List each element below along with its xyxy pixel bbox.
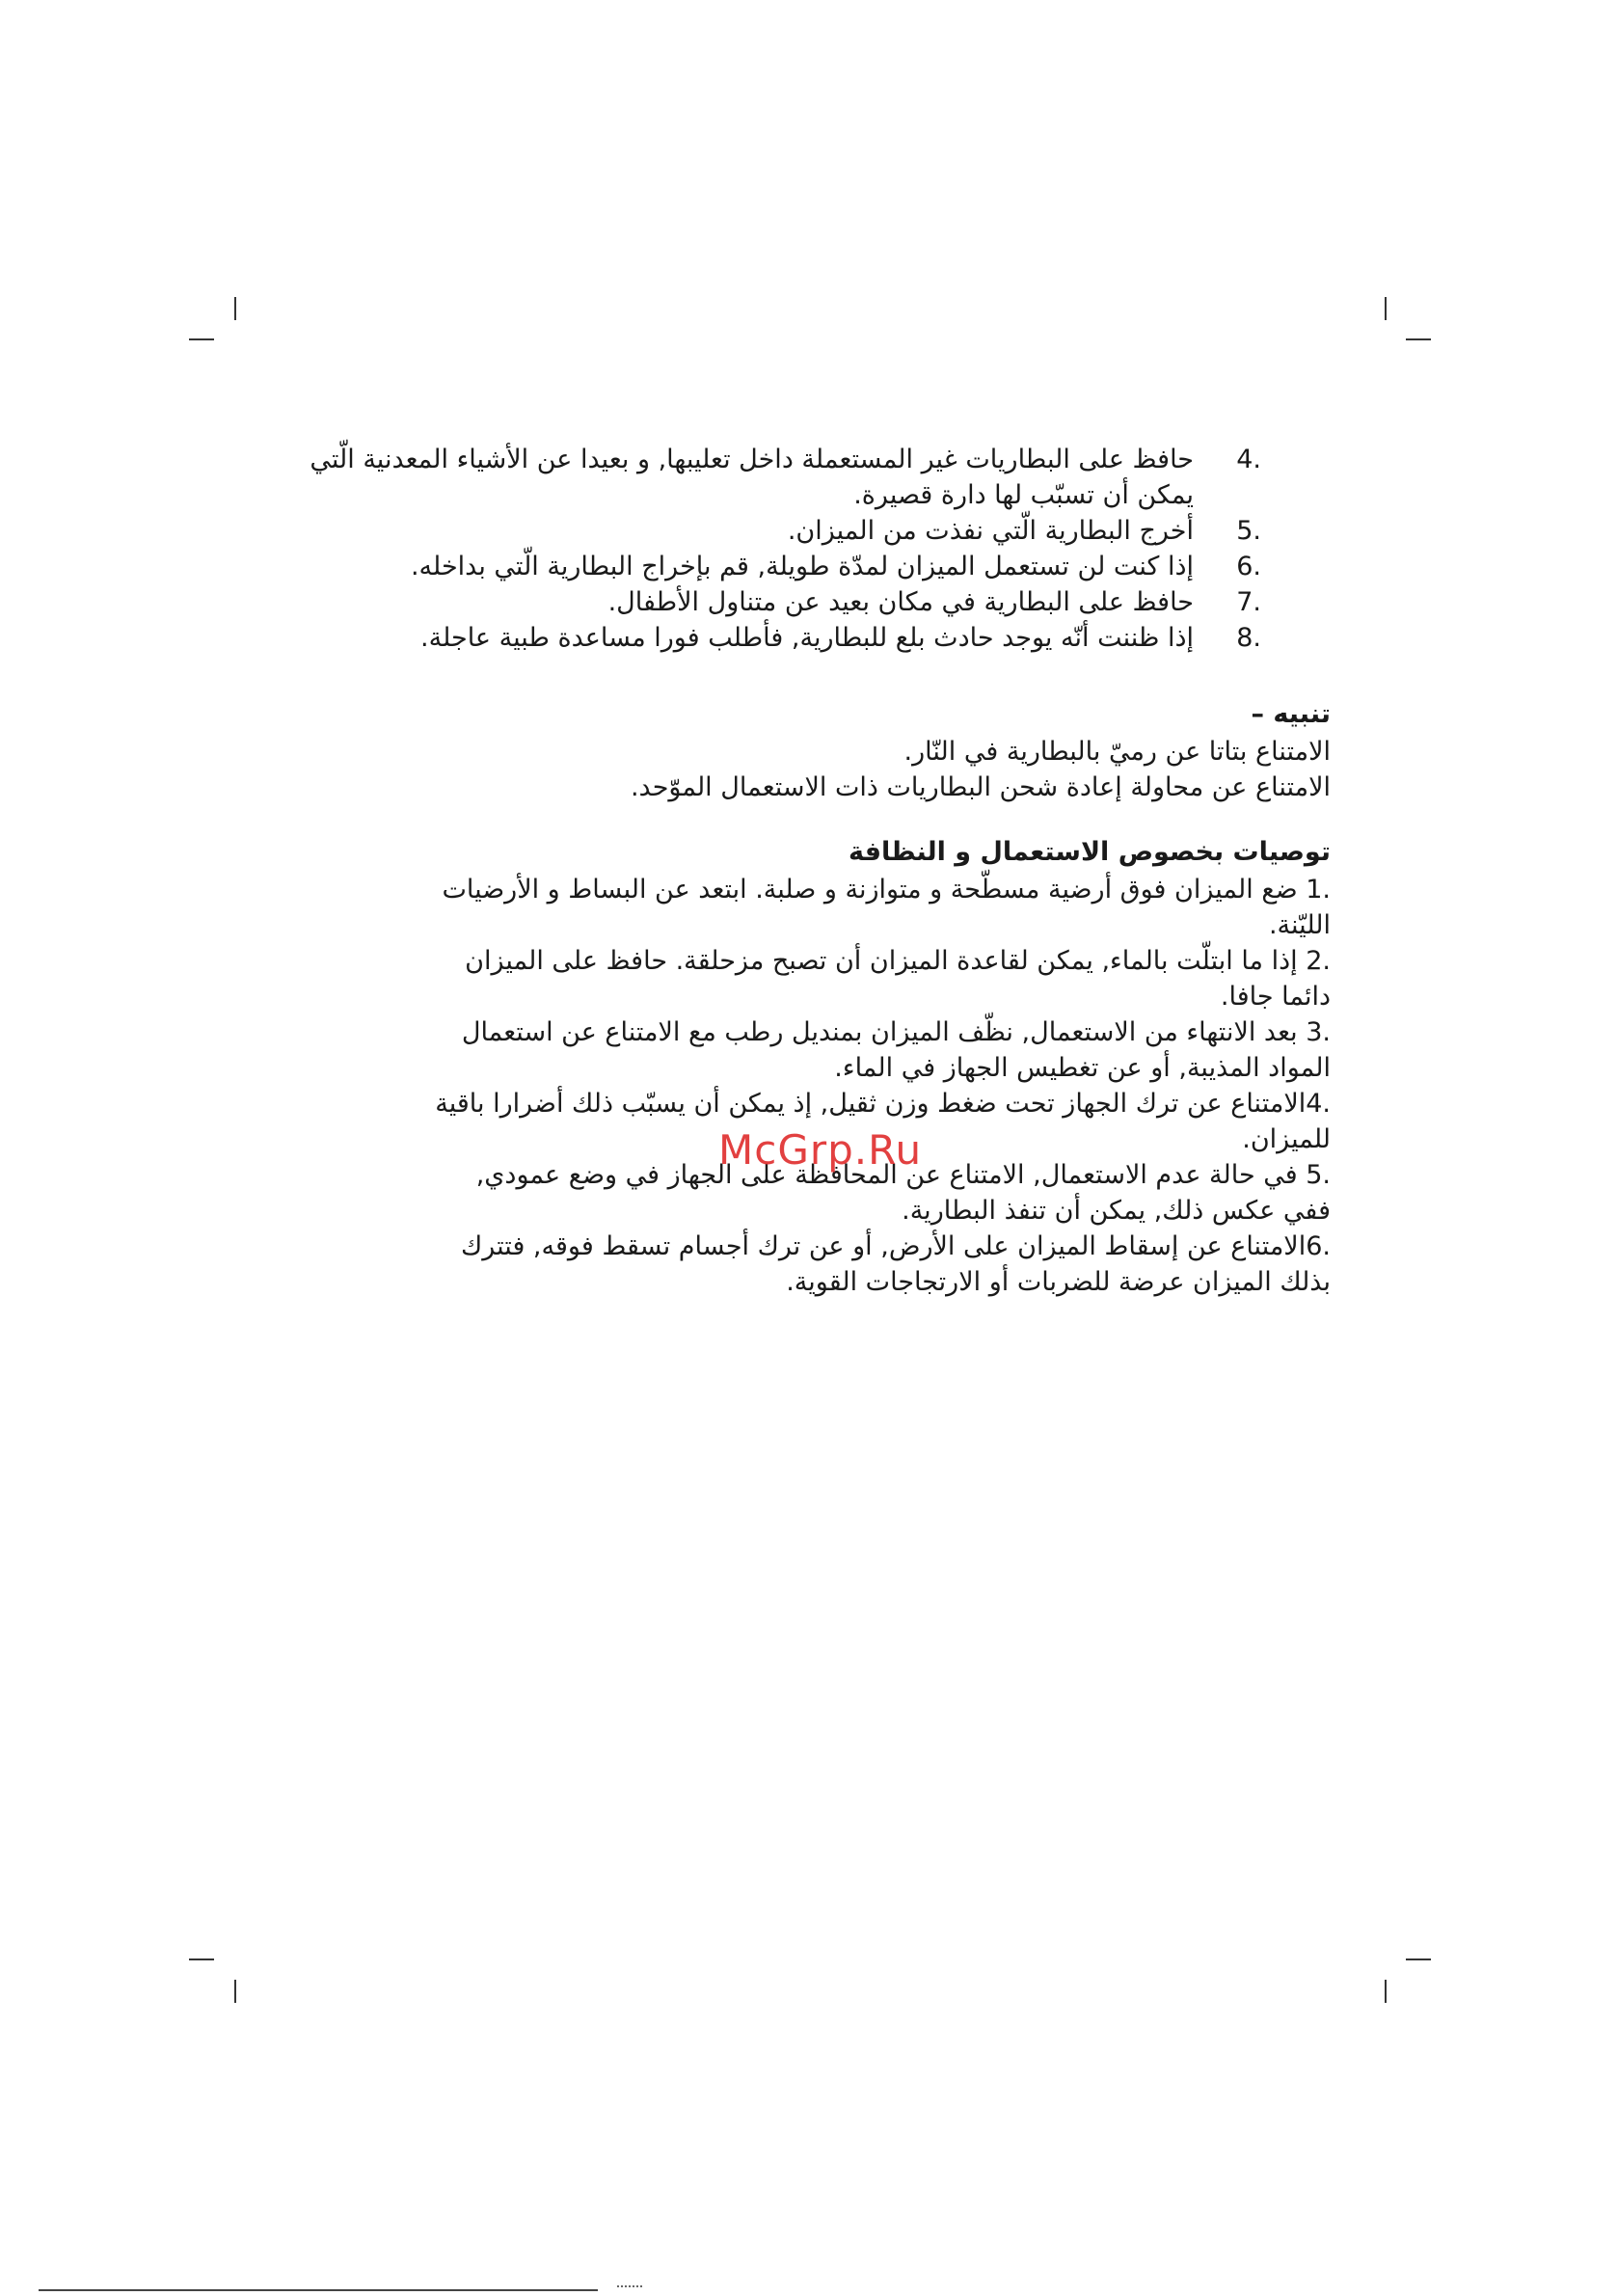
crop-mark-bottom-left-vertical [234,1980,236,2003]
bottom-rule [39,2289,598,2291]
list-item [280,620,1261,656]
recommendation-item: .5 في حالة عدم الاستعمال, الامتناع عن المحافظة على الجهاز في وضع عمودي, ففي عكس ذلك, يمكن أن تنفذ البطارية. [475,1160,1331,1226]
list-item-number: 7. [1236,587,1261,617]
crop-mark-bottom-right-vertical [1385,1980,1387,2003]
list-item-text: حافظ على البطارية في مكان بعيد عن متناول الأطفال. [607,587,1194,617]
recommendations-section [424,834,1331,1300]
recommendation-item: .2 إذا ما ابتلّت بالماء, يمكن لقاعدة الميزان أن تصبح مزحلقة. حافظ على الميزان دائما جافا. [465,946,1331,1012]
crop-mark-bottom-right-horizontal [1406,1958,1431,1960]
crop-mark-top-right-vertical [1385,297,1387,320]
list-item-number: 6. [1236,552,1261,581]
recommendation-item: .1 ضع الميزان فوق أرضية مسطّحة و متوازنة و صلبة. ابتعد عن البساط و الأرضيات الليّنة. [442,875,1331,940]
list-item [280,584,1261,620]
list-item-text: أخرج البطارية الّتي نفذت من الميزان. [787,516,1194,546]
battery-safety-list [280,442,1261,656]
recommendation-item: .6الامتناع عن إسقاط الميزان على الأرض, أو عن ترك أجسام تسقط فوقه, فتترك بذلك الميزان عرضة للضربات أو الارتجاجات القوية. [461,1231,1331,1297]
list-item-number: 4. [1236,445,1261,474]
list-item [280,442,1261,513]
bottom-dots [617,2285,642,2290]
warning-title: تنبيه – [1251,699,1331,729]
list-item-text: إذا كنت لن تستعمل الميزان لمدّة طويلة, قم بإخراج البطارية الّتي بداخله. [410,552,1194,581]
crop-mark-bottom-left-horizontal [189,1958,214,1960]
list-item-number: 5. [1236,516,1261,546]
recommendation-item: .4الامتناع عن ترك الجهاز تحت ضغط وزن ثقيل, إذ يمكن أن يسبّب ذلك أضرارا باقية للميزان. [435,1089,1331,1154]
list-item-text: حافظ على البطاريات غير المستعملة داخل تعليبها, و بعيدا عن الأشياء المعدنية الّتي يمكن أن تسبّب لها دارة قصيرة. [310,445,1194,510]
watermark: McGrp.Ru [718,1126,923,1174]
recommendations-title: توصيات بخصوص الاستعمال و النظافة [848,837,1331,867]
list-item-number: 8. [1236,623,1261,653]
list-item [280,513,1261,549]
crop-mark-top-left-vertical [234,297,236,320]
warning-line: الامتناع عن محاولة إعادة شحن البطاريات ذات الاستعمال الموّحد. [630,772,1331,802]
recommendation-item: .3 بعد الانتهاء من الاستعمال, نظّف الميزان بمنديل رطب مع الامتناع عن استعمال المواد المذيبة, أو عن تغطيس الجهاز في الماء. [461,1017,1331,1083]
crop-mark-top-right-horizontal [1406,338,1431,340]
warning-line: الامتناع بتاتا عن رميّ بالبطارية في النّار. [903,737,1331,767]
warning-section [424,696,1331,805]
list-item [280,549,1261,584]
crop-mark-top-left-horizontal [189,338,214,340]
list-item-text: إذا ظننت أنّه يوجد حادث بلع للبطارية, فأطلب فورا مساعدة طبية عاجلة. [420,623,1194,653]
